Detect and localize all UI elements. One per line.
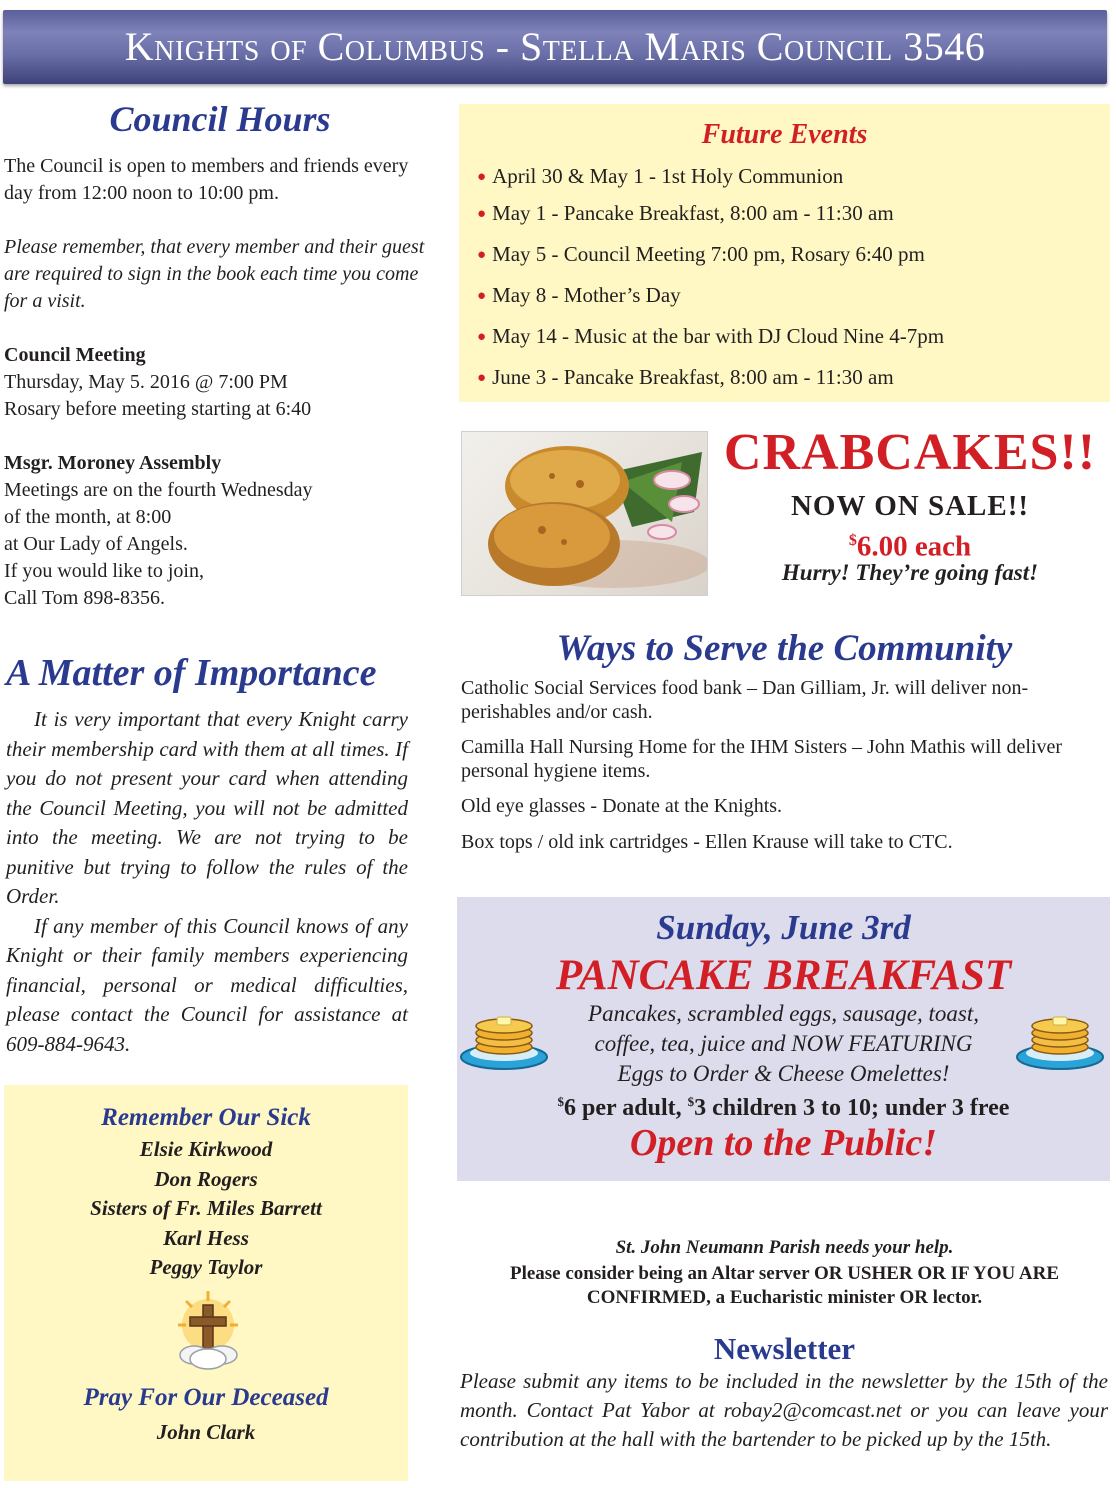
pancake-menu-line: coffee, tea, juice and NOW FEATURING (594, 1031, 973, 1056)
importance-para-2: If any member of this Council knows of any Knight or their family members experiencing financial, personal or medical difficulties, please contact the Council for assistance at 609-884-9643. (6, 913, 408, 1056)
community-item: Camilla Hall Nursing Home for the IHM Sisters – John Mathis will deliver personal hygiene items. (461, 736, 1063, 782)
sick-name: Elsie Kirkwood (139, 1137, 273, 1161)
bullet-icon: ● (477, 206, 487, 222)
bullet-icon: ● (477, 247, 487, 263)
assembly-line: of the month, at 8:00 (4, 506, 172, 528)
pancake-price: $6 per adult, $3 children 3 to 10; under 3 free (557, 1094, 1010, 1121)
event-item: ● April 30 & May 1 - 1st Holy Communion (477, 164, 844, 188)
crabcakes-hurry: Hurry! They’re going fast! (781, 560, 1039, 585)
importance-para-1: It is very important that every Knight carry their membership card with them at all times. If you do not present your card when attending the Council Meeting, you will not be admitted into the meeting. We are not trying to be punitive but trying to follow the rules of the Order. (6, 707, 408, 908)
remember-sick-box (4, 1085, 408, 1481)
deceased-name: John Clark (156, 1420, 256, 1444)
newsletter-heading: Newsletter (713, 1331, 856, 1366)
future-events-heading: Future Events (701, 119, 868, 150)
bullet-icon: ● (477, 329, 487, 345)
sick-name: Peggy Taylor (149, 1255, 263, 1279)
newsletter-text: Please submit any items to be included in the newsletter by the 15th of the month. Contact Pat Yabor at robay2@comcast.net or you can leave your contribution at the hall with the bartender to be picked up by the 15th. (460, 1369, 1108, 1451)
sick-name: Sisters of Fr. Miles Barrett (90, 1196, 322, 1220)
deceased-heading: Pray For Our Deceased (83, 1384, 329, 1411)
assembly-title: Msgr. Moroney Assembly (4, 452, 222, 474)
crabcake-image-icon (462, 432, 707, 595)
community-item: Box tops / old ink cartridges - Ellen Krause will take to CTC. (461, 831, 953, 853)
event-item: ● May 1 - Pancake Breakfast, 8:00 am - 11:30 am (477, 201, 894, 225)
crabcakes-headline: CRABCAKES!! (723, 424, 1097, 481)
event-item: ● June 3 - Pancake Breakfast, 8:00 am - 11:30 am (477, 365, 894, 389)
pancake-breakfast-box (457, 897, 1110, 1181)
event-item: ● May 14 - Music at the bar with DJ Cloud Nine 4-7pm (477, 324, 945, 348)
crabcakes-subline: NOW ON SALE!! (790, 490, 1030, 522)
assembly-line: Call Tom 898-8356. (4, 587, 166, 609)
council-meeting-rosary: Rosary before meeting starting at 6:40 (4, 398, 312, 420)
pancake-stack-icon (1015, 1005, 1105, 1071)
importance-heading: A Matter of Importance (6, 652, 377, 694)
community-heading: Ways to Serve the Community (556, 628, 1013, 669)
pancake-stack-icon (459, 1005, 549, 1071)
council-hours-text: The Council is open to members and friends every day from 12:00 noon to 10:00 pm. (4, 155, 409, 204)
assembly-line: at Our Lady of Angels. (4, 533, 188, 555)
crabcake-photo (461, 431, 708, 596)
assembly-block (4, 450, 434, 612)
bullet-icon: ● (477, 370, 487, 386)
council-hours-heading: Council Hours (109, 99, 331, 139)
community-item: Old eye glasses - Donate at the Knights. (461, 795, 783, 817)
parish-line-1: St. John Neumann Parish needs your help. (615, 1237, 954, 1258)
sick-name: Karl Hess (163, 1225, 249, 1250)
pancake-title: PANCAKE BREAKFAST (555, 952, 1012, 999)
council-meeting-block (4, 342, 434, 423)
assembly-line: If you would like to join, (4, 560, 204, 582)
council-meeting-date: Thursday, May 5. 2016 @ 7:00 PM (4, 371, 288, 393)
page-title: Knights of Columbus - Stella Maris Council 3546 (124, 24, 986, 69)
council-meeting-title: Council Meeting (4, 344, 146, 366)
pancake-menu (537, 999, 1030, 1089)
parish-line-2: Please consider being an Altar server OR USHER OR IF YOU ARE CONFIRMED, a Eucharistic minister OR lector. (509, 1263, 1060, 1308)
pancake-date: Sunday, June 3rd (656, 908, 911, 947)
header-banner (3, 10, 1107, 84)
sign-in-reminder: Please remember, that every member and their guest are required to sign in the book each time you come for a visit. (4, 236, 425, 312)
pancake-open-public: Open to the Public! (629, 1122, 938, 1164)
future-events-box (459, 104, 1110, 402)
pancake-menu-line: Eggs to Order & Cheese Omelettes! (617, 1061, 950, 1086)
sick-heading: Remember Our Sick (101, 1104, 311, 1131)
event-item: ● May 5 - Council Meeting 7:00 pm, Rosary 6:40 pm (477, 242, 925, 266)
bullet-icon: ● (477, 288, 487, 304)
community-item: Catholic Social Services food bank – Dan Gilliam, Jr. will deliver non-perishables and/or cash. (461, 677, 1029, 723)
importance-body (6, 705, 408, 1059)
pancake-menu-line: Pancakes, scrambled eggs, sausage, toast, (588, 1001, 979, 1026)
assembly-line: Meetings are on the fourth Wednesday (4, 479, 313, 501)
community-list (461, 676, 1111, 854)
sick-list (4, 1135, 408, 1283)
sick-name: Don Rogers (154, 1166, 258, 1191)
cross-in-clouds-icon (172, 1289, 244, 1371)
bullet-icon: ● (477, 169, 487, 185)
crabcakes-price: $6.00 each (848, 530, 972, 563)
event-item: ● May 8 - Mother’s Day (477, 283, 681, 307)
